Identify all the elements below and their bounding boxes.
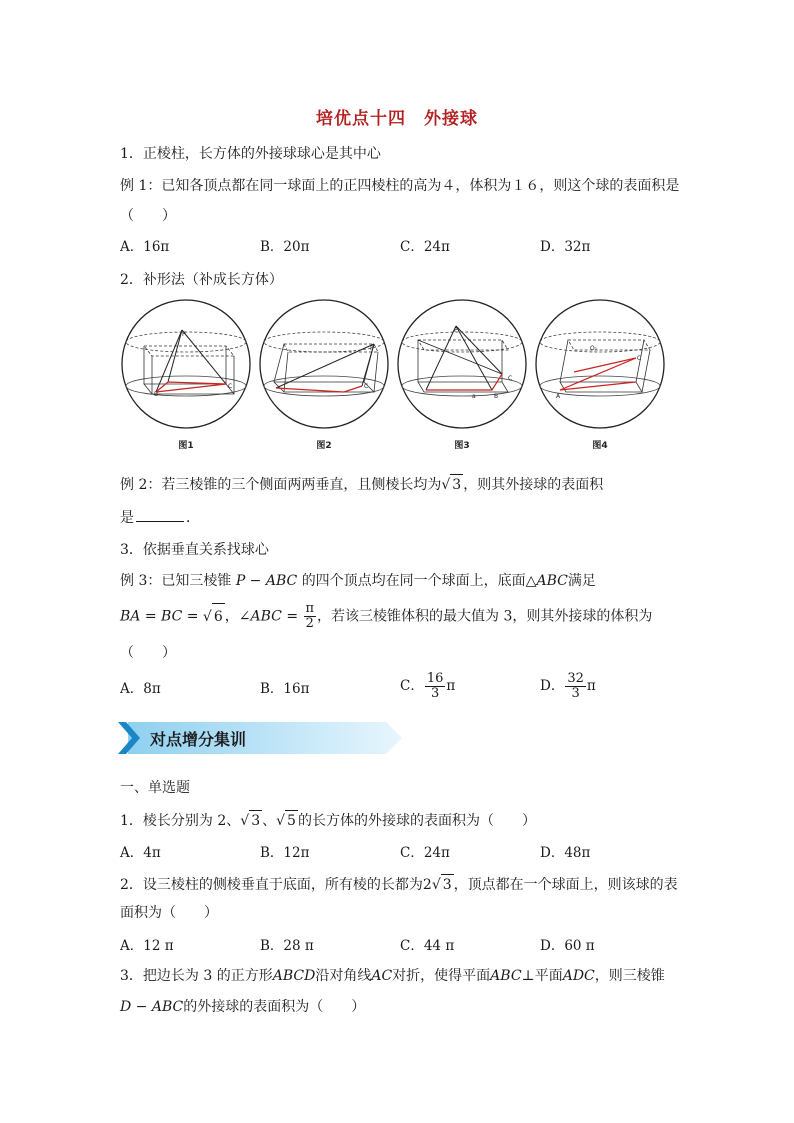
option-d: D．32π [540,239,591,255]
label-a-4: A [556,393,561,400]
option-b: B．20π [260,239,310,255]
caption-fig2: 图2 [316,441,332,451]
label-b-3: B [494,393,499,400]
label-a-3: a [472,393,476,400]
example-3-line-1: 例 3：已知三棱锥 P − ABC 的四个顶点均在同一个球面上，底面△ABC满足 [120,573,596,589]
option-b: B．12π [260,845,310,861]
section-1-heading: 1．正棱柱，长方体的外接球球心是其中心 [120,146,381,162]
page-title: 培优点十四 外接球 [316,109,478,129]
section-3-heading: 3．依据垂直关系找球心 [120,542,269,558]
label-b: B [154,391,159,398]
figure-3 [398,300,526,428]
example-3-paren: （ ） [120,645,176,661]
question-3-line-1: 3．把边长为 3 的正方形ABCD沿对角线AC对折，使得平面ABC⊥平面ADC，则三棱锥 [120,968,665,984]
option-c: C．24π [400,239,450,255]
option-c: C．24π [400,845,450,861]
example-1-stem: 例 1：已知各顶点都在同一球面上的正四棱柱的高为４，体积为１６，则这个球的表面积是 [120,178,680,194]
label-o1: O₁ [590,345,598,352]
section-banner [118,720,404,756]
option-b: B．16π [260,681,310,697]
option-c: C． $\frac{16}{3}$ π [400,671,456,701]
option-a: A．12 π [120,938,174,954]
label-p-3: P [454,327,458,334]
label-p: P [182,331,186,338]
option-c: C．44 π [400,938,455,954]
example-3-options [120,672,680,708]
answer-blank[interactable] [136,509,184,522]
banner-title: 对点增分集训 [150,730,247,749]
option-a: A．4π [120,845,161,861]
figure-4 [536,300,664,428]
option-a: A．8π [120,681,161,697]
example-1-paren: （ ） [120,208,176,224]
option-d: D．48π [540,845,591,861]
option-d: D． $\frac{32}{3}$ π [540,671,596,701]
question-2-line-2: 面积为（ ） [120,905,218,921]
caption-fig1: 图1 [178,441,194,451]
label-c-4: C [637,355,642,362]
caption-fig3: 图3 [454,441,470,451]
caption-fig4: 图4 [592,441,608,451]
label-c-2: C [364,383,369,390]
question-1-options [120,842,680,870]
section-heading: 一、单选题 [120,780,190,796]
question-2-options [120,935,680,963]
section-2-heading: 2．补形法（补成长方体） [120,272,283,288]
example-3-line-2: BA = BC = √ 6 ，∠ABC = $\frac{\pi}{2}$ ，若该三棱锥体积的最大值为 3，则其外接球的体积为 [120,601,653,631]
option-d: D．60 π [540,938,595,954]
example-2-line-2: 是 ． [120,510,200,526]
label-p-2: P [370,345,374,352]
label-c: C [228,383,233,390]
question-2-line-1: 2．设三棱柱的侧棱垂直于底面，所有棱的长都为2√ 3 ，顶点都在一个球面上，则该球的表 [120,874,678,895]
label-c-3: C [508,375,513,382]
option-b: B．28 π [260,938,314,954]
sphere-figures [116,298,676,458]
figure-2 [260,300,388,428]
example-1-options [120,236,680,264]
question-3-line-2: D − ABC的外接球的表面积为（ ） [120,999,366,1015]
figure-1 [122,300,250,428]
option-a: A．16π [120,239,170,255]
example-2-line-1: 例 2：若三棱锥的三个侧面两两垂直，且侧棱长均为√ 3 ，则其外接球的表面积 [120,474,603,495]
question-1-stem: 1．棱长分别为 2、√ 3 、√ 5 的长方体的外接球的表面积为（ ） [120,810,536,831]
